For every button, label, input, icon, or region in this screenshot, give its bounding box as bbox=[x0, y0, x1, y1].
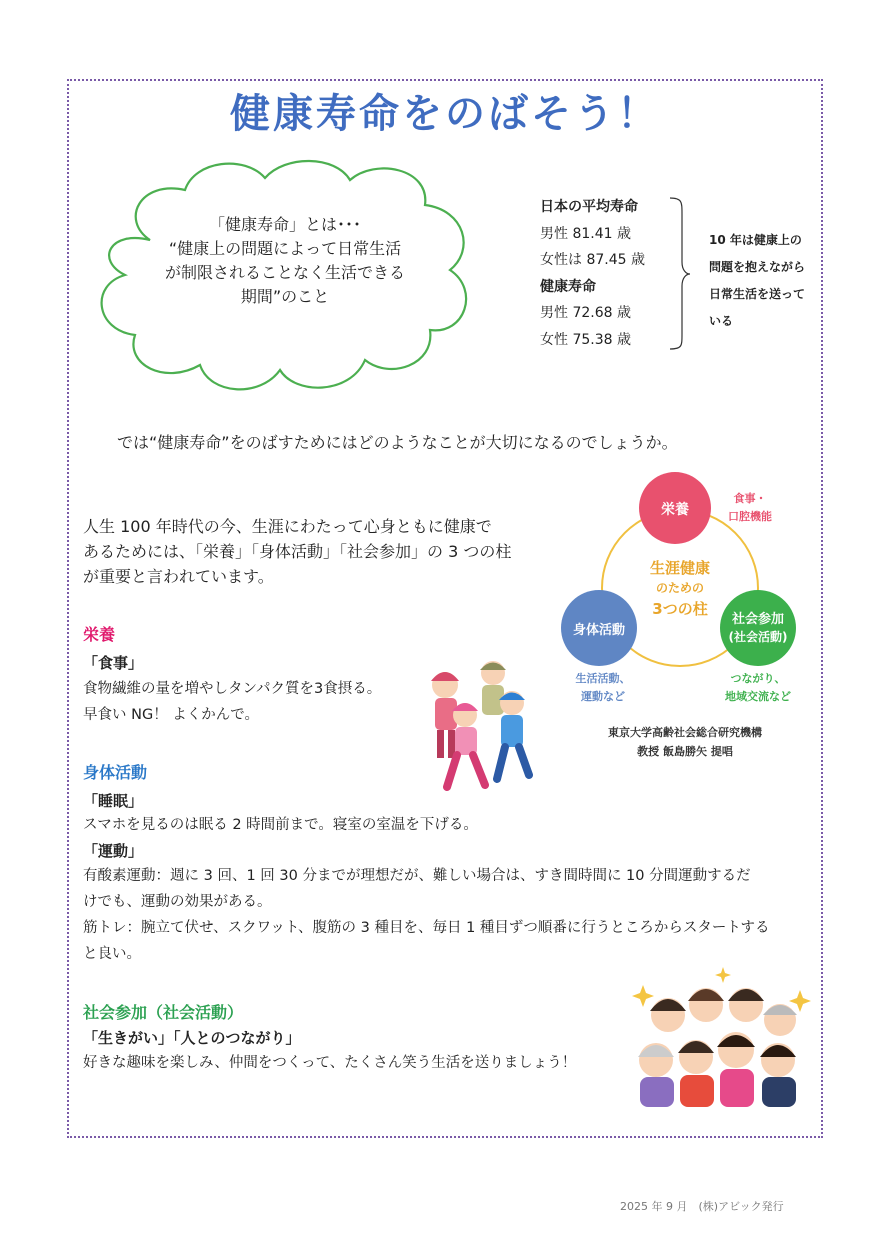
person bbox=[728, 988, 764, 1022]
avg-heading: 日本の平均寿命 bbox=[540, 199, 638, 215]
cloud-line: 期間”のこと bbox=[240, 287, 330, 306]
physical-label: 身体活動 bbox=[572, 623, 626, 638]
footer-credit: 2025 年 9 月 (株)アビック発行 bbox=[620, 1200, 784, 1213]
note-text bbox=[709, 227, 819, 335]
life-expectancy-stats bbox=[540, 194, 645, 353]
nutrition-subheading: 「食事」 bbox=[83, 654, 144, 672]
nutrition-body bbox=[83, 676, 381, 728]
center-label: 3つの柱 bbox=[652, 600, 708, 618]
social-circle bbox=[720, 590, 796, 666]
body-line: 食物繊維の量を増やしタンパク質を3食摂る。 bbox=[83, 681, 382, 697]
healthy-female: 女性 75.38 歳 bbox=[540, 331, 631, 348]
brace-icon bbox=[668, 196, 692, 351]
cloud-line: “健康上の問題によって日常生活 bbox=[168, 239, 402, 258]
social-body: 好きな趣味を楽しみ、仲間をつくって、たくさん笑う生活を送りましょう！ bbox=[83, 1055, 577, 1071]
person bbox=[760, 1043, 796, 1107]
note-line: いる bbox=[709, 314, 734, 328]
body-line: けでも、運動の効果がある。 bbox=[83, 894, 272, 910]
avg-female: 女性は 87.45 歳 bbox=[540, 252, 645, 268]
diagram-attribution bbox=[595, 723, 775, 761]
note-line: 日常生活を送って bbox=[709, 287, 806, 301]
exercise-body bbox=[83, 863, 769, 967]
nutrition-note: 食事・ bbox=[733, 492, 767, 505]
nutrition-heading: 栄養 bbox=[83, 625, 116, 644]
person bbox=[497, 691, 529, 779]
body-line: と良い。 bbox=[83, 946, 141, 962]
attribution-line: 教授 飯島勝矢 提唱 bbox=[637, 745, 733, 758]
physical-note: 生活活動、 bbox=[575, 672, 631, 685]
sleep-body: スマホを見るのは眠る 2 時間前まで。寝室の室温を下げる。 bbox=[83, 817, 478, 833]
physical-heading: 身体活動 bbox=[83, 763, 148, 782]
intro-line: 人生 100 年時代の今、生涯にわたって心身ともに健康で bbox=[83, 517, 492, 536]
person bbox=[678, 1040, 714, 1107]
note-line: 問題を抱えながら bbox=[709, 260, 806, 274]
nutrition-note: 口腔機能 bbox=[728, 510, 772, 523]
physical-note: 運動など bbox=[581, 690, 625, 703]
center-label: 生涯健康 bbox=[649, 559, 711, 577]
intro-line: が重要と言われています。 bbox=[83, 567, 274, 586]
cloud-text bbox=[140, 213, 430, 309]
healthy-male: 男性 72.68 歳 bbox=[540, 305, 631, 321]
social-note: 地域交流など bbox=[725, 690, 791, 703]
social-subheading: 「生きがい」「人とのつながり」 bbox=[83, 1029, 301, 1047]
walking-seniors-illustration bbox=[415, 655, 540, 795]
avg-male: 男性 81.41 歳 bbox=[540, 225, 631, 242]
person bbox=[763, 1004, 797, 1036]
person bbox=[688, 988, 724, 1022]
attribution-line: 東京大学高齢社会総合研究機構 bbox=[608, 726, 762, 739]
intro-paragraph bbox=[83, 514, 543, 589]
page-title: 健康寿命をのばそう！ bbox=[230, 91, 660, 137]
nutrition-label: 栄養 bbox=[661, 502, 689, 518]
person bbox=[717, 1032, 755, 1107]
three-pillars-diagram bbox=[555, 470, 805, 715]
intro-line: あるためには、「栄養」「身体活動」「社会参加」の 3 つの柱 bbox=[83, 542, 512, 561]
cloud-line: が制限されることなく生活できる bbox=[164, 263, 405, 282]
person bbox=[638, 1043, 674, 1107]
note-line: 10 年は健康上の bbox=[709, 233, 802, 247]
body-line: 筋トレ：腕立て伏せ、スクワット、腹筋の 3 種目を、毎日 1 種目ずつ順番に行うところからスタートする bbox=[83, 920, 770, 936]
center-label: のための bbox=[655, 581, 705, 595]
social-label: (社会活動) bbox=[728, 630, 788, 644]
question-text: では“健康寿命”をのばすためにはどのようなことが大切になるのでしょうか。 bbox=[117, 433, 678, 452]
exercise-subheading: 「運動」 bbox=[83, 842, 144, 860]
sleep-subheading: 「睡眠」 bbox=[83, 792, 144, 810]
healthy-heading: 健康寿命 bbox=[540, 278, 596, 295]
body-line: 早食い NG！ よくかんで。 bbox=[83, 707, 260, 723]
cheering-crowd-illustration bbox=[628, 965, 818, 1115]
cloud-line: 「健康寿命」とは･･･ bbox=[208, 215, 361, 234]
person bbox=[650, 998, 686, 1032]
social-heading: 社会参加（社会活動） bbox=[83, 1003, 244, 1022]
social-note: つながり、 bbox=[730, 672, 786, 685]
body-line: 有酸素運動：週に 3 回、1 回 30 分までが理想だが、難しい場合は、すき間時間に 10 分間運動するだ bbox=[83, 868, 751, 884]
social-label: 社会参加 bbox=[731, 612, 785, 627]
